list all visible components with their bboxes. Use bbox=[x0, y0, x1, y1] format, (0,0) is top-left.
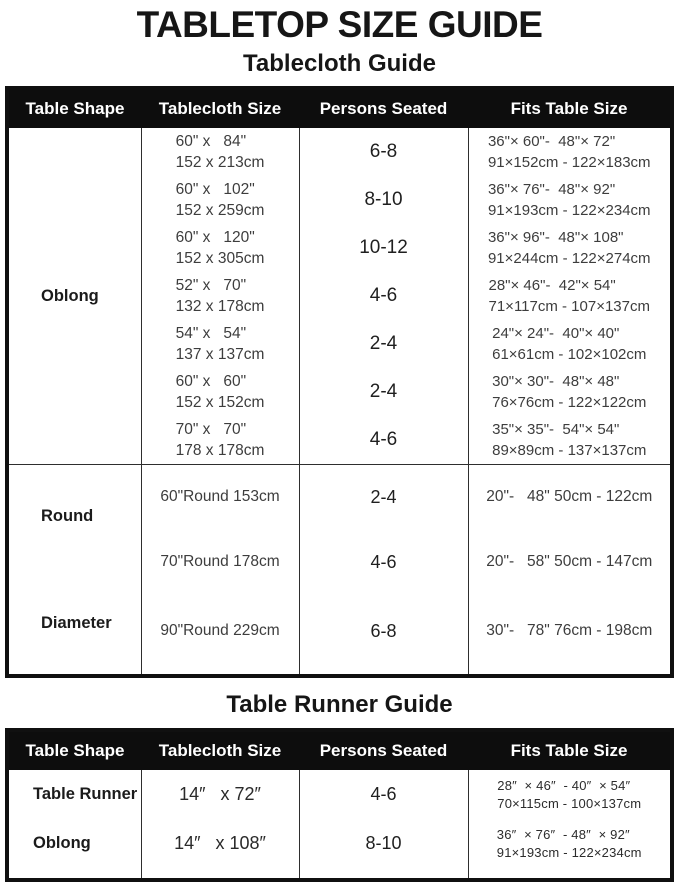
fits-inches: 30"× 30"- 48"× 48" bbox=[492, 373, 620, 390]
cell-persons-seated: 6-8 bbox=[299, 128, 468, 176]
cell-table-shape bbox=[7, 128, 141, 465]
cell-fits-table-size: 20"- 48" 50cm - 122cm bbox=[468, 465, 672, 530]
cell-persons-seated: 4-6 bbox=[299, 530, 468, 594]
cell-persons-seated: 8-10 bbox=[299, 819, 468, 880]
cell-persons-seated: 2-4 bbox=[299, 368, 468, 416]
cell-tablecloth-size bbox=[141, 128, 299, 176]
cell-fits-table-size: 30"- 78" 76cm - 198cm bbox=[468, 594, 672, 676]
cell-tablecloth-size bbox=[141, 272, 299, 320]
table-row bbox=[7, 770, 672, 819]
col-header-table-shape: Table Shape bbox=[7, 730, 141, 770]
table-row bbox=[7, 819, 672, 880]
cell-fits-table-size bbox=[468, 770, 672, 819]
runner-header-row bbox=[7, 730, 672, 770]
cell-fits-table-size bbox=[468, 819, 672, 880]
size-cm: 152 x 305cm bbox=[175, 250, 265, 267]
cell-fits-table-size bbox=[468, 416, 672, 465]
cell-persons-seated: 4-6 bbox=[299, 416, 468, 465]
round-section bbox=[7, 465, 672, 677]
cell-persons-seated: 4-6 bbox=[299, 272, 468, 320]
fits-inches: 35"× 35"- 54"× 54" bbox=[492, 421, 620, 438]
cell-tablecloth-size bbox=[141, 368, 299, 416]
cell-fits-table-size bbox=[468, 176, 672, 224]
col-header-persons-seated: Persons Seated bbox=[299, 88, 468, 128]
runner-section bbox=[7, 770, 672, 880]
size-inches: 60" x 60" bbox=[175, 373, 247, 390]
fits-inches: 36"× 96"- 48"× 108" bbox=[487, 229, 624, 246]
fits-cm: 71×117cm - 107×137cm bbox=[488, 298, 650, 315]
fits-inches: 24"× 24"- 40"× 40" bbox=[492, 325, 620, 342]
size-cm: 152 x 152cm bbox=[175, 394, 265, 411]
cell-persons-seated: 4-6 bbox=[299, 770, 468, 819]
fits-inches: 28″ × 46″ - 40″ × 54″ bbox=[497, 777, 631, 793]
fits-inches: 28"× 46"- 42"× 54" bbox=[488, 277, 616, 294]
cell-table-shape: Table Runner bbox=[33, 785, 138, 803]
cell-tablecloth-size bbox=[141, 224, 299, 272]
cell-persons-seated: 2-4 bbox=[299, 320, 468, 368]
tablecloth-header-row bbox=[7, 88, 672, 128]
fits-inches: 36"× 60"- 48"× 72" bbox=[487, 133, 616, 150]
cell-tablecloth-size: 14″ x 108″ bbox=[141, 819, 299, 880]
table-runner-guide-heading: Table Runner Guide bbox=[226, 691, 453, 718]
cell-persons-seated: 2-4 bbox=[299, 465, 468, 530]
size-cm: 152 x 259cm bbox=[175, 202, 265, 219]
size-inches: 60" x 120" bbox=[175, 229, 255, 246]
spacer bbox=[41, 565, 141, 574]
size-cm: 132 x 178cm bbox=[175, 298, 265, 315]
fits-cm: 70×115cm - 100×137cm bbox=[497, 795, 642, 811]
fits-inches: 36"× 76"- 48"× 92" bbox=[487, 181, 616, 198]
cell-fits-table-size bbox=[468, 128, 672, 176]
shape-label: Diameter bbox=[41, 614, 112, 632]
table-row bbox=[7, 128, 672, 176]
shape-label: Oblong bbox=[41, 287, 99, 305]
cell-tablecloth-size: 90"Round 229cm bbox=[141, 594, 299, 676]
cell-fits-table-size bbox=[468, 320, 672, 368]
fits-cm: 89×89cm - 137×137cm bbox=[492, 442, 647, 459]
size-inches: 60" x 102" bbox=[175, 181, 255, 198]
cell-persons-seated: 8-10 bbox=[299, 176, 468, 224]
tablecloth-guide-table bbox=[5, 86, 674, 678]
fits-cm: 91×193cm - 122×234cm bbox=[496, 844, 642, 860]
col-header-table-shape: Table Shape bbox=[7, 88, 141, 128]
table-runner-guide-table bbox=[5, 728, 674, 882]
cell-table-shape bbox=[7, 465, 141, 677]
cell-persons-seated: 6-8 bbox=[299, 594, 468, 676]
page-title: TABLETOP SIZE GUIDE bbox=[136, 4, 543, 45]
size-inches: 60" x 84" bbox=[175, 133, 247, 150]
size-inches: 70" x 70" bbox=[175, 421, 247, 438]
fits-cm: 91×152cm - 122×183cm bbox=[487, 154, 651, 171]
size-cm: 178 x 178cm bbox=[175, 442, 265, 459]
cell-tablecloth-size: 60"Round 153cm bbox=[141, 465, 299, 530]
cell-fits-table-size: 20"- 58" 50cm - 147cm bbox=[468, 530, 672, 594]
cell-table-shape: Oblong bbox=[33, 834, 91, 852]
fits-cm: 91×244cm - 122×274cm bbox=[487, 250, 651, 267]
cell-fits-table-size bbox=[468, 224, 672, 272]
cell-fits-table-size bbox=[468, 272, 672, 320]
tablecloth-guide-heading: Tablecloth Guide bbox=[243, 50, 436, 77]
col-header-persons-seated: Persons Seated bbox=[299, 730, 468, 770]
cell-tablecloth-size bbox=[141, 320, 299, 368]
fits-cm: 76×76cm - 122×122cm bbox=[492, 394, 647, 411]
cell-tablecloth-size: 70"Round 178cm bbox=[141, 530, 299, 594]
fits-cm: 91×193cm - 122×234cm bbox=[487, 202, 651, 219]
oblong-section bbox=[7, 128, 672, 465]
cell-tablecloth-size bbox=[141, 176, 299, 224]
shape-label: Round bbox=[41, 507, 94, 525]
fits-inches: 36″ × 76″ - 48″ × 92″ bbox=[496, 826, 630, 842]
col-header-fits-table-size: Fits Table Size bbox=[468, 88, 672, 128]
col-header-tablecloth-size: Tablecloth Size bbox=[141, 730, 299, 770]
table-row bbox=[7, 465, 672, 530]
cell-tablecloth-size bbox=[141, 416, 299, 465]
fits-cm: 61×61cm - 102×102cm bbox=[492, 346, 647, 363]
size-inches: 52" x 70" bbox=[175, 277, 247, 294]
size-cm: 152 x 213cm bbox=[175, 154, 265, 171]
size-inches: 54" x 54" bbox=[175, 325, 247, 342]
col-header-tablecloth-size: Tablecloth Size bbox=[141, 88, 299, 128]
size-cm: 137 x 137cm bbox=[175, 346, 265, 363]
col-header-fits-table-size: Fits Table Size bbox=[468, 730, 672, 770]
cell-fits-table-size bbox=[468, 368, 672, 416]
cell-tablecloth-size: 14″ x 72″ bbox=[141, 770, 299, 819]
cell-persons-seated: 10-12 bbox=[299, 224, 468, 272]
